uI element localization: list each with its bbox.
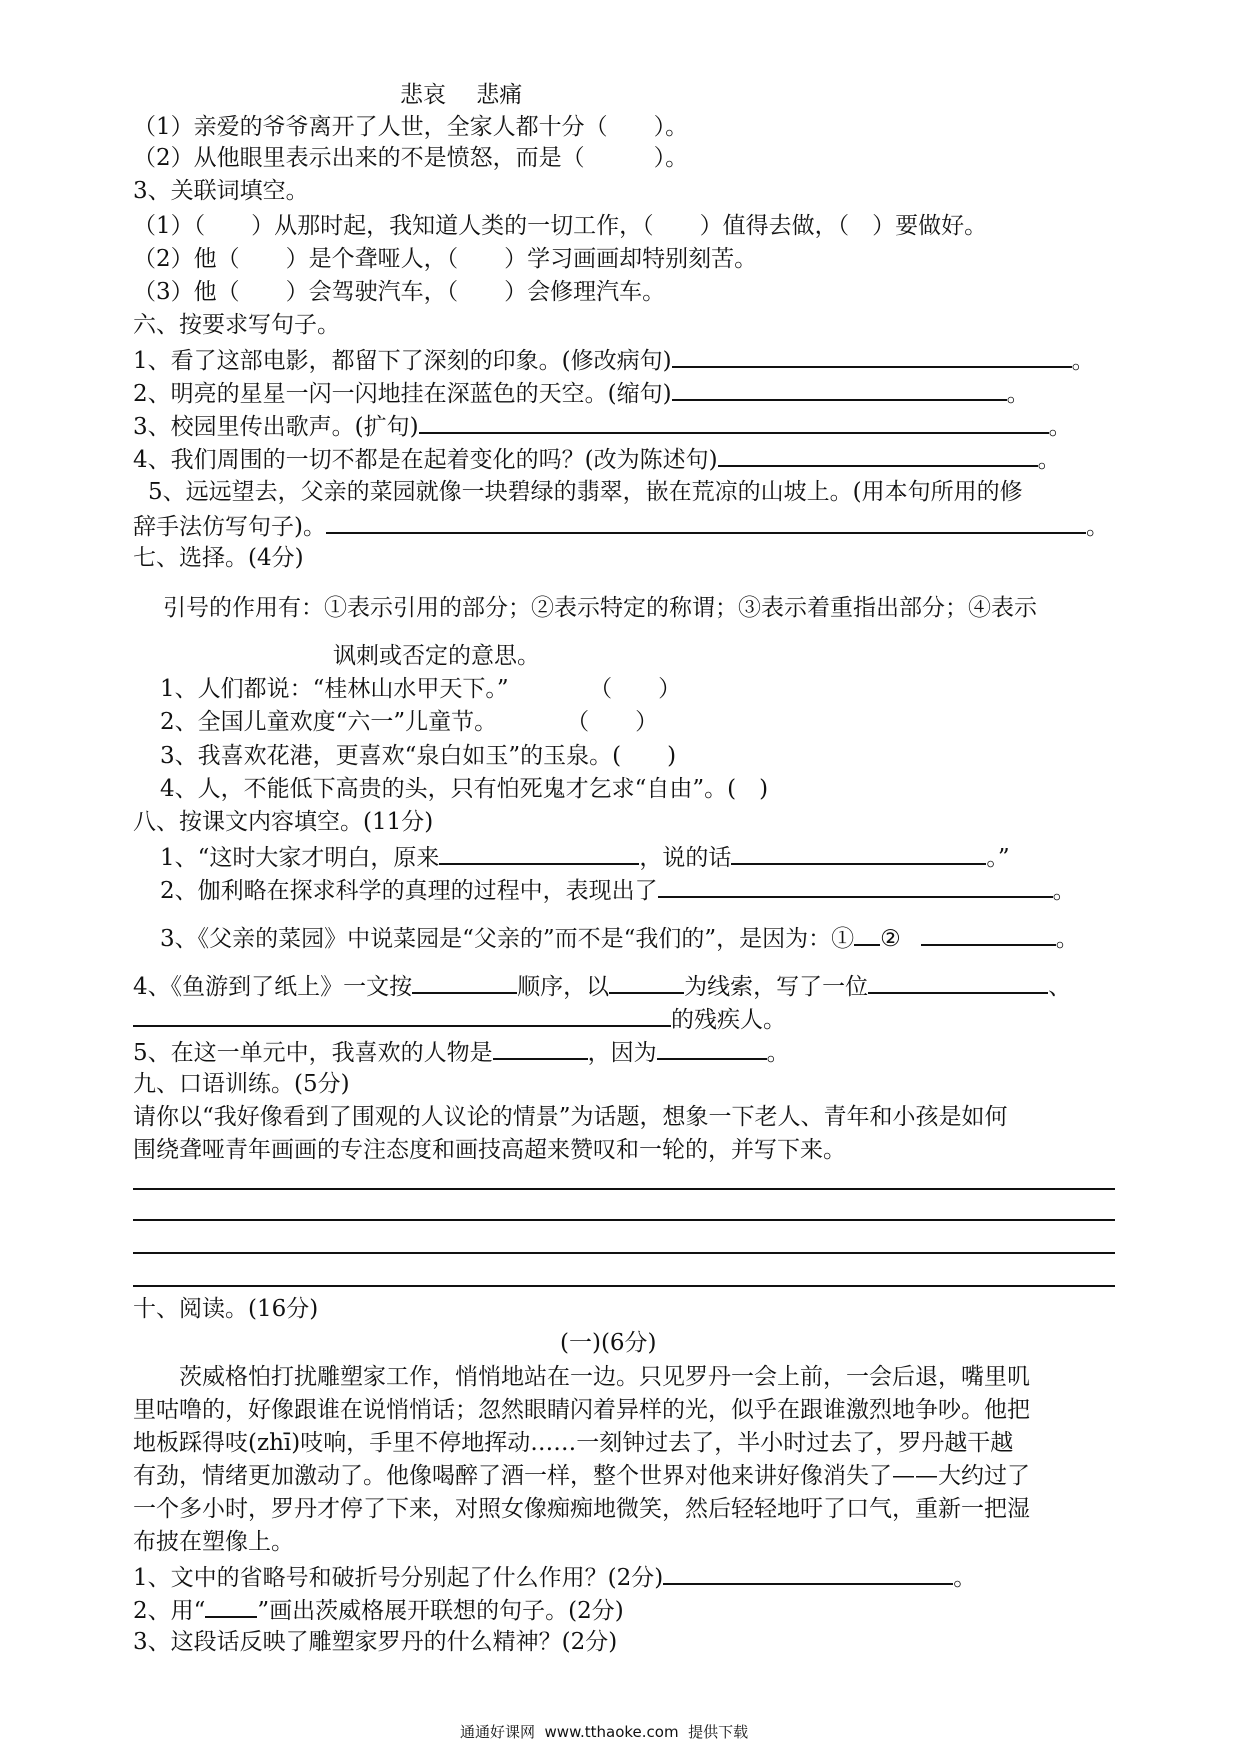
answer-blank[interactable]: [921, 922, 1056, 946]
question-8-2-text: 2、伽利略在探求科学的真理的过程中，表现出了: [160, 878, 658, 904]
question-8-1-end: 。”: [986, 845, 1010, 871]
question-7-1: 1、人们都说：“桂林山水甲天下。” （ ）: [160, 676, 682, 702]
section-6-title: 六、按要求写句子。: [133, 312, 340, 338]
question-8-4-text-c: 为线索，写了一位: [684, 974, 869, 1000]
question-6-4-text: 4、我们周围的一切不都是在起着变化的吗？(改为陈述句): [133, 447, 718, 473]
question-8-4-text-b: 顺序，以: [517, 974, 610, 1000]
speaking-prompt: 请你以“我好像看到了围观的人议论的情景”为话题，想象一下老人、青年和小孩是如何: [133, 1104, 1008, 1130]
writing-line[interactable]: [133, 1252, 1115, 1254]
question-8-3-mark: ②: [880, 926, 901, 952]
question-5-2-2: （2）从他眼里表示出来的不是愤怒，而是（ ）。: [133, 145, 689, 171]
question-8-5-end: 。: [766, 1040, 790, 1066]
question-8-4: [133, 970, 1071, 1002]
answer-blank[interactable]: [326, 510, 1086, 534]
reading-paragraph-line: 茨威格怕打扰雕塑家工作，悄悄地站在一边。只见罗丹一会上前，一会后退，嘴里叽: [133, 1364, 1030, 1390]
answer-blank[interactable]: [133, 1003, 671, 1027]
question-10-1: [133, 1561, 976, 1593]
reading-paragraph-line: 有劲，情绪更加激动了。他像喝醉了酒一样，整个世界对他来讲好像消失了——大约过了: [133, 1463, 1030, 1489]
question-8-5-text-b: ，因为: [587, 1040, 657, 1066]
answer-blank[interactable]: [439, 841, 639, 865]
answer-blank[interactable]: [493, 1036, 588, 1060]
speaking-prompt-cont: 围绕聋哑青年画画的专注态度和画技高超来赞叹和一轮的，并写下来。: [133, 1137, 846, 1163]
question-5-3-title: 3、关联词填空。: [133, 178, 309, 204]
question-5-3-1: （1）（ ）从那时起，我知道人类的一切工作，（ ）值得去做，（ ）要做好。: [133, 213, 988, 239]
answer-blank[interactable]: [718, 443, 1038, 467]
question-6-2-text: 2、明亮的星星一闪一闪地挂在深蓝色的天空。(缩句): [133, 381, 672, 407]
question-10-1-end: 。: [953, 1565, 977, 1591]
question-8-4-sep: 、: [1048, 974, 1072, 1000]
period: 。: [1085, 514, 1109, 540]
period: 。: [1048, 414, 1072, 440]
question-8-4-end: 的残疾人。: [671, 1007, 786, 1033]
question-10-1-text: 1、文中的省略号和破折号分别起了什么作用？(2分): [133, 1565, 664, 1591]
underline-sample: [205, 1594, 257, 1618]
quote-usage-intro: 引号的作用有：①表示引用的部分；②表示特定的称谓；③表示着重指出部分；④表示: [163, 595, 1037, 621]
section-9-title: 九、口语训练。(5分): [133, 1071, 350, 1097]
question-6-3: [133, 410, 1072, 442]
section-7-title: 七、选择。(4分): [133, 545, 304, 571]
question-10-2: [133, 1594, 624, 1626]
question-6-1: [133, 344, 1095, 376]
section-8-title: 八、按课文内容填空。(11分): [133, 809, 434, 835]
question-6-5-cont: [133, 510, 1109, 542]
question-10-3: 3、这段话反映了雕塑家罗丹的什么精神？(2分): [133, 1629, 618, 1655]
question-6-5-text: 辞手法仿写句子)。: [133, 514, 326, 540]
question-8-1-text: 1、“这时大家才明白，原来: [160, 845, 440, 871]
question-8-2: [160, 874, 1076, 906]
quote-usage-intro-cont: 讽刺或否定的意思。: [333, 643, 540, 669]
question-8-5-text: 5、在这一单元中，我喜欢的人物是: [133, 1040, 493, 1066]
question-5-2-1: （1）亲爱的爷爷离开了人世，全家人都十分（ ）。: [133, 114, 689, 140]
question-7-3: 3、我喜欢花港，更喜欢“泉白如玉”的玉泉。( ): [160, 743, 677, 769]
word-options: 悲哀 悲痛: [400, 82, 523, 108]
question-5-3-2: （2）他（ ）是个聋哑人，（ ）学习画画却特别刻苦。: [133, 246, 758, 272]
question-6-2: [133, 377, 1030, 409]
question-5-3-3: （3）他（ ）会驾驶汽车，（ ）会修理汽车。: [133, 279, 666, 305]
writing-line[interactable]: [133, 1285, 1115, 1287]
question-6-5: 5、远远望去，父亲的菜园就像一块碧绿的翡翠，嵌在荒凉的山坡上。(用本句所用的修: [148, 479, 1023, 505]
question-10-2-text-b: ”画出茨威格展开联想的句子。(2分): [257, 1598, 624, 1624]
question-7-4: 4、人，不能低下高贵的头，只有怕死鬼才乞求“自由”。( ): [160, 776, 769, 802]
question-8-2-end: 。: [1052, 878, 1076, 904]
section-10-title: 十、阅读。(16分): [133, 1296, 319, 1322]
answer-blank[interactable]: [412, 970, 517, 994]
question-8-1-text-b: ，说的话: [639, 845, 732, 871]
period: 。: [1071, 348, 1095, 374]
answer-blank[interactable]: [419, 410, 1049, 434]
answer-blank[interactable]: [609, 970, 684, 994]
period: 。: [1006, 381, 1030, 407]
question-8-4-cont: [133, 1003, 786, 1035]
question-7-2: 2、全国儿童欢度“六一”儿童节。 （ ）: [160, 709, 659, 735]
question-8-3: [160, 922, 1079, 954]
page-footer: 通通好课网 www.tthaoke.com 提供下载: [460, 1723, 749, 1741]
answer-blank[interactable]: [672, 344, 1072, 368]
answer-blank[interactable]: [731, 841, 986, 865]
question-8-3-end: 。: [1055, 926, 1079, 952]
reading-paragraph-line: 里咕噜的，好像跟谁在说悄悄话；忽然眼睛闪着异样的光，似乎在跟谁激烈地争吵。他把: [133, 1397, 1030, 1423]
question-6-4: [133, 443, 1061, 475]
question-8-1: [160, 841, 1010, 873]
period: 。: [1037, 447, 1061, 473]
answer-blank[interactable]: [663, 1561, 953, 1585]
answer-blank[interactable]: [657, 1036, 767, 1060]
reading-part-title: (一)(6分): [560, 1330, 657, 1356]
question-6-3-text: 3、校园里传出歌声。(扩句): [133, 414, 419, 440]
answer-blank[interactable]: [854, 922, 880, 946]
writing-line[interactable]: [133, 1219, 1115, 1221]
answer-blank[interactable]: [672, 377, 1007, 401]
question-10-2-text: 2、用“: [133, 1598, 206, 1624]
reading-paragraph-line: 布披在塑像上。: [133, 1529, 294, 1555]
question-8-3-text: 3、《父亲的菜园》中说菜园是“父亲的”而不是“我们的”，是因为：①: [160, 926, 855, 952]
question-6-1-text: 1、看了这部电影，都留下了深刻的印象。(修改病句): [133, 348, 672, 374]
question-8-4-text: 4、《鱼游到了纸上》一文按: [133, 974, 413, 1000]
writing-line[interactable]: [133, 1188, 1115, 1190]
answer-blank[interactable]: [868, 970, 1048, 994]
reading-paragraph-line: 一个多小时，罗丹才停了下来，对照女像痴痴地微笑，然后轻轻地吁了口气，重新一把湿: [133, 1496, 1030, 1522]
answer-blank[interactable]: [658, 874, 1053, 898]
reading-paragraph-line: 地板踩得吱(zhī)吱响，手里不停地挥动……一刻钟过去了，半小时过去了，罗丹越干越: [133, 1430, 1014, 1456]
question-8-5: [133, 1036, 790, 1068]
